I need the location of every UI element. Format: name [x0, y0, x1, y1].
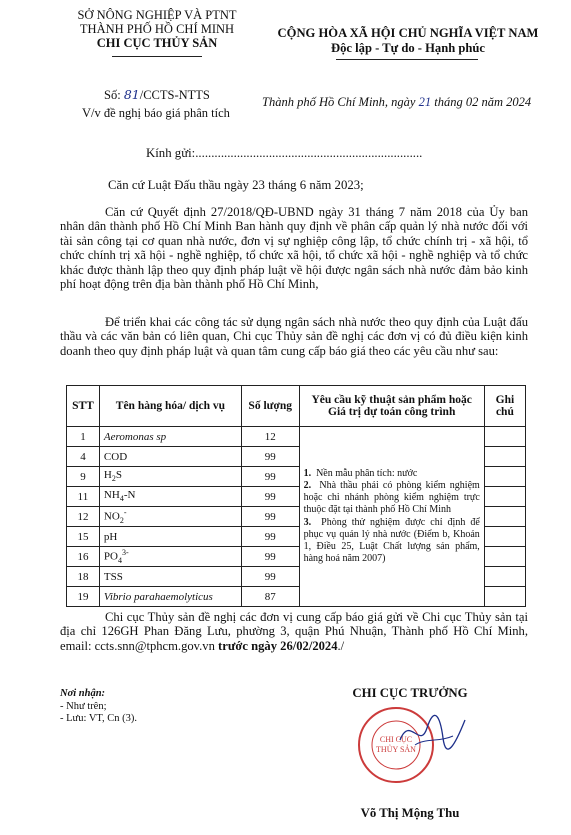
agency-line3: CHI CỤC THỦY SẢN [96, 36, 218, 50]
note-cell [484, 527, 525, 547]
agency-block [62, 8, 252, 50]
agency-line2: THÀNH PHỐ HỒ CHÍ MINH [79, 22, 235, 36]
requirement-item: 1. Nền mẫu phân tích: nước [303, 467, 418, 479]
signer-title: CHI CỤC TRƯỞNG [352, 686, 468, 700]
col-header-qty: Số lượng [241, 386, 299, 427]
doc-number: Số: 81/CCTS-NTTS [104, 87, 210, 102]
agency-underline [112, 56, 202, 57]
table-row: 12 $NO_2^-$ 99 [67, 507, 526, 527]
recipients-title: Nơi nhận: [60, 688, 106, 699]
seal-text-line1: CHI CỤC [379, 735, 413, 744]
greeting: Kính gửi:....................................................................... [146, 146, 423, 160]
note-cell [484, 467, 525, 487]
nation-line1: CỘNG HÒA XÃ HỘI CHỦ NGHĨA VIỆT NAM [277, 26, 539, 40]
signature-icon [395, 710, 470, 755]
recipients-block [60, 688, 137, 726]
deadline: trước ngày 26/02/2024 [218, 638, 338, 653]
col-header-name: Tên hàng hóa/ dịch vụ [99, 386, 241, 427]
col-header-stt: STT [67, 386, 100, 427]
table-header-row [67, 386, 526, 427]
col-header-req: Yêu cầu kỹ thuật sản phẩm hoặc Giá trị dự toán công trình [299, 386, 484, 427]
note-cell [484, 507, 525, 527]
table-row: 11 $NH_4-N$ 99 [67, 487, 526, 507]
handwritten-number: 81 [123, 87, 140, 102]
chem-no2: $NO_2^-$ [99, 507, 241, 527]
para-legal-basis-2: Căn cứ Quyết định 27/2018/QĐ-UBND ngày 31 tháng 7 năm 2018 của Ủy ban nhân dân thành phố Hồ Chí Minh Ban hành quy định về phân cấp quản lý nhà nước đối với tài sản công tại cơ quan nhà nước, đơn vị sự nghiệp công lập, tổ chức chính trị - xã hội, tổ chức chính trị xã hội - nghề nghiệp, tổ chức xã hội, tổ chức xã hội - nghề nghiệp và tổ chức khác được thành lập theo quy định pháp luật về hội được ngân sách nhà nước đảm bảo kinh phí hoạt động trên địa bàn thành phố Hồ Chí Minh, [60, 205, 528, 292]
para-request: Để triển khai các công tác sử dụng ngân sách nhà nước theo quy định của Luật đấu thầu và các văn bản có liên quan, Chi cục Thủy sản đề nghị các đơn vị có đủ điều kiện kinh doanh theo quy định pháp luật và quan tâm cung cấp báo giá theo các yêu cầu như sau: [60, 315, 528, 358]
note-cell [484, 487, 525, 507]
note-cell [484, 547, 525, 567]
doc-date: Thành phố Hồ Chí Minh, ngày 21 tháng 02 năm 2024 [262, 95, 532, 109]
col-header-note: Ghi chú [484, 386, 525, 427]
table-row: 19 Vibrio parahaemolyticus 87 [67, 587, 526, 607]
agency-line1: SỞ NÔNG NGHIỆP VÀ PTNT [77, 8, 237, 22]
requirement-item: 3. Phòng thử nghiệm được chỉ định để phục vụ quản lý nhà nước (Điểm b, Khoản 1, Điều 25, Luật Chất lượng sản phẩm, hàng hoá năm 2007) [303, 516, 480, 565]
seal-text-line2: THỦY SẢN [376, 745, 416, 754]
chem-po4: $PO_4^{3-}$ [99, 547, 241, 567]
handwritten-day: 21 [418, 95, 432, 109]
note-cell [484, 427, 525, 447]
chem-h2s: $H_2S$ [99, 467, 241, 487]
note-cell [484, 567, 525, 587]
para-closing: Chi cục Thủy sản đề nghị các đơn vị cung cấp báo giá gửi về Chi cục Thủy sản tại địa chỉ 126GH Phan Đăng Lưu, phường 3, quận Phú Nhuận, Thành phố Hồ Chí Minh, email: ccts.snn@tphcm.gov.vn trước ngày 26/02/2024./ [60, 610, 528, 653]
table-row: 4 COD 99 [67, 447, 526, 467]
table-row: 1 Aeromonas sp 12 1. Nền mẫu phân tích: nước 2. Nhà thầu phải có phòng kiểm nghiệm hoặc chi nhánh phòng kiểm nghiệm trực thuộc đặt tại thành phố Hồ Chí Minh 3. Phòng thử nghiệm được chỉ định để phục vụ quản lý nhà nước (Điểm b, Khoản 1, Điều 25, Luật Chất lượng sản phẩm, hàng hoá năm 2007) [67, 427, 526, 447]
chem-nh4n: $NH_4-N$ [99, 487, 241, 507]
requirements-list [304, 468, 480, 566]
nation-line2: Độc lập - Tự do - Hạnh phúc [331, 41, 485, 55]
signer-name: Võ Thị Mộng Thu [360, 806, 460, 820]
table-row: 16 $PO_4^{3-}$ 99 [67, 547, 526, 567]
note-cell [484, 447, 525, 467]
requirement-item: 2. Nhà thầu phải có phòng kiểm nghiệm hoặc chi nhánh phòng kiểm nghiệm trực thuộc đặt tại thành phố Hồ Chí Minh [303, 479, 480, 516]
requirements-cell [299, 427, 484, 607]
note-cell [484, 587, 525, 607]
table-row: 18 TSS 99 [67, 567, 526, 587]
recipient-item: - Như trên; [60, 700, 107, 712]
nation-underline [336, 59, 478, 60]
doc-subject: V/v đề nghị báo giá phân tích [82, 106, 230, 120]
items-table [66, 385, 526, 607]
para-legal-basis-1: Căn cứ Luật Đấu thầu ngày 23 tháng 6 năm 2023; [108, 178, 364, 192]
table-row: 9 $H_2S$ 99 [67, 467, 526, 487]
recipient-item: - Lưu: VT, Cn (3). [60, 713, 138, 725]
table-row: 15 pH 99 [67, 527, 526, 547]
nation-block [258, 26, 558, 56]
